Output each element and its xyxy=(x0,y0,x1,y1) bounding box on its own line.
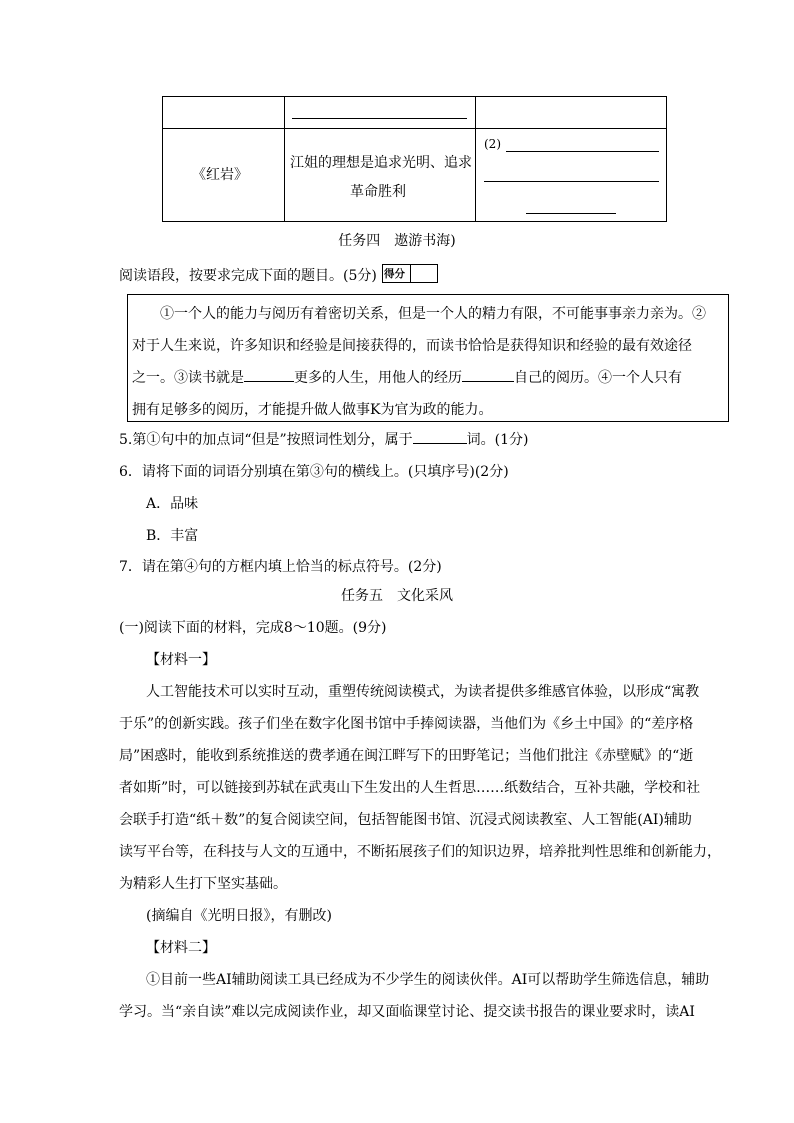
table-border-bottom xyxy=(162,221,667,222)
table-row-divider xyxy=(162,128,667,129)
passage-line-3 xyxy=(132,367,682,387)
table-border-top xyxy=(162,96,667,97)
passage-line-3a: 之一。③读书就是 xyxy=(132,370,244,386)
table-border-left xyxy=(162,96,163,222)
answer-blank-2b[interactable] xyxy=(484,181,659,182)
question-7: 7．请在第④句的方框内填上恰当的标点符号。(2分) xyxy=(119,559,442,575)
passage-line-4: 拥有足够多的阅历，才能提升做人做事K为官为政的能力。 xyxy=(132,402,493,418)
table-col-divider-2 xyxy=(475,96,476,222)
material1-line: 者如斯”时，可以链接到苏轼在武夷山下生发出的人生哲思……纸数结合，互补共融，学校和社 xyxy=(119,780,701,796)
question-6: 6．请将下面的词语分别填在第③句的横线上。(只填序号)(2分) xyxy=(119,464,509,480)
passage-blank-2[interactable] xyxy=(462,380,514,382)
material1-title: 【材料一】 xyxy=(146,652,216,668)
task5-instruction: (一)阅读下面的材料，完成8～10题。(9分) xyxy=(119,620,387,636)
question-5-blank[interactable] xyxy=(413,442,467,444)
material2-title: 【材料二】 xyxy=(146,940,216,956)
answer-marker-2: (2) xyxy=(484,137,501,151)
material1-line: 于乐”的创新实践。孩子们坐在数字化图书馆中手捧阅读器，当他们为《乡土中国》的“差序格 xyxy=(119,716,694,732)
passage-blank-1[interactable] xyxy=(244,380,294,382)
task5-heading: 任务五 文化采风 xyxy=(341,588,453,604)
score-box[interactable] xyxy=(382,264,438,283)
task4-instruction: 阅读语段，按要求完成下面的题目。(5分) xyxy=(119,268,377,284)
table-theme-line1: 江姐的理想是追求光明、追求 xyxy=(290,155,472,171)
question-5-text-a: 5.第①句中的加点词“但是”按照词性划分，属于 xyxy=(119,432,413,448)
book-table xyxy=(162,96,667,222)
passage-line-3b: 更多的人生，用他人的经历 xyxy=(294,370,462,386)
score-label: 得分 xyxy=(384,268,405,280)
answer-blank-row1[interactable] xyxy=(292,118,467,119)
question-5 xyxy=(119,429,529,449)
answer-blank-2a[interactable] xyxy=(506,151,659,152)
passage-frame xyxy=(127,294,729,422)
material2-line: ①目前一些AI辅助阅读工具已经成为不少学生的阅读伙伴。AI可以帮助学生筛选信息，辅助 xyxy=(146,972,710,988)
material1-line: 局”困惑时，能收到系统推送的费孝通在闽江畔写下的田野笔记；当他们批注《赤壁赋》的“逝 xyxy=(119,748,694,764)
material1-line: 读写平台等，在科技与人文的互通中，不断拓展孩子们的知识边界，培养批判性思维和创新能力， xyxy=(119,844,721,860)
table-theme-line2: 革命胜利 xyxy=(350,184,406,200)
passage-line-2: 对于人生来说，许多知识和经验是间接获得的，而读书恰恰是获得知识和经验的最有效途径 xyxy=(132,338,692,354)
table-col-divider-1 xyxy=(284,96,285,222)
material2-line: 学习。当“亲自读”难以完成阅读作业，却又面临课堂讨论、提交读书报告的课业要求时，读AI xyxy=(119,1004,695,1020)
task4-heading: 任务四 遨游书海) xyxy=(338,233,456,249)
material1-line: 人工智能技术可以实时互动，重塑传统阅读模式，为读者提供多维感官体验，以形成“寓教 xyxy=(146,684,700,700)
score-box-divider xyxy=(410,265,411,282)
question-6-option-a: A．品味 xyxy=(146,496,199,512)
material1-source: (摘编自《光明日报》，有删改) xyxy=(146,908,332,924)
passage-line-1: ①一个人的能力与阅历有着密切关系，但是一个人的精力有限，不可能事事亲力亲为。② xyxy=(160,306,706,322)
material1-line: 为精彩人生打下坚实基础。 xyxy=(119,876,287,892)
question-6-option-b: B．丰富 xyxy=(146,528,199,544)
table-book-title: 《红岩》 xyxy=(192,167,248,183)
material1-line: 会联手打造“纸＋数”的复合阅读空间，包括智能图书馆、沉浸式阅读教室、人工智能(AI)辅助 xyxy=(119,812,692,828)
question-5-text-b: 词。(1分) xyxy=(466,432,529,448)
table-border-right xyxy=(666,96,667,222)
passage-line-3c: 自己的阅历。④一个人只有 xyxy=(514,370,682,386)
answer-blank-2c[interactable] xyxy=(526,213,616,214)
